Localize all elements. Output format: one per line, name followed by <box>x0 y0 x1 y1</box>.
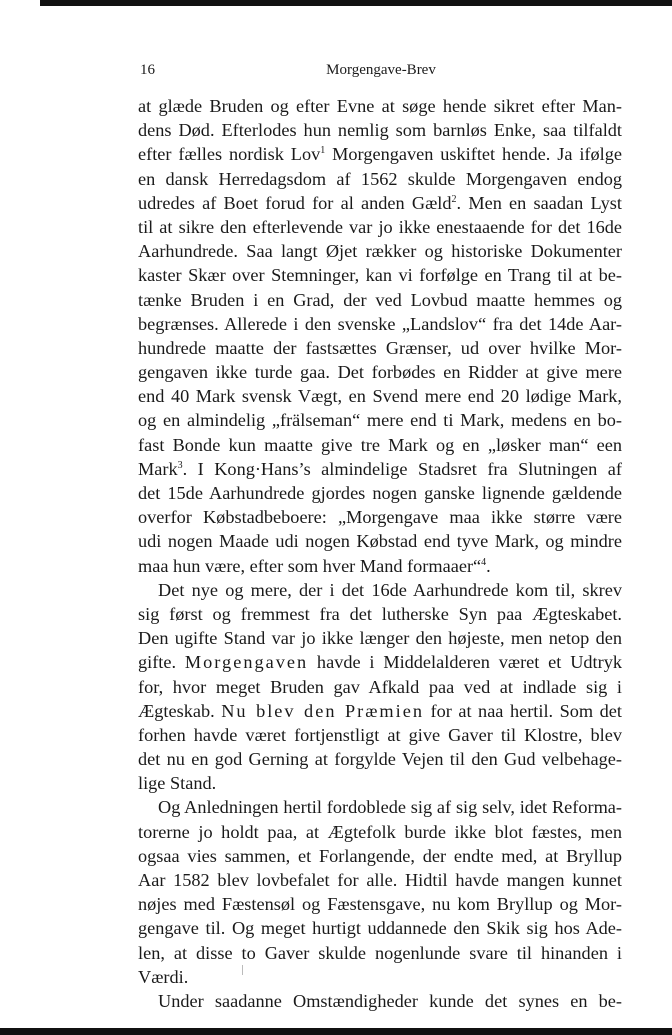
text-line <box>138 529 622 553</box>
page-header <box>140 62 622 84</box>
text-line <box>138 626 622 650</box>
line-text: Mark <box>138 458 178 479</box>
line-text: for, hvor meget Bruden gav Afkald paa ved at indlade sig i <box>138 676 622 697</box>
text-line <box>138 989 622 1013</box>
line-text-continued: . Men en saadan Lyst <box>456 192 622 213</box>
line-text: gifte. <box>138 652 185 673</box>
line-text-continued: Morgengaven uskiftet hende. Ja ifølge <box>325 144 622 165</box>
line-text: lige Stand. <box>138 773 217 794</box>
footnote-marker: 1 <box>320 145 326 157</box>
footnote-marker: 3 <box>177 459 183 471</box>
line-text: og en almindelig „frälseman“ mere end ti Mark, medens en bo- <box>138 410 622 431</box>
line-text: forhen havde været fortjenstligt at give Gaver til Klostre, blev <box>138 724 622 745</box>
line-text: Og Anledningen hertil fordoblede sig af sig selv, idet Reforma- <box>158 797 622 818</box>
line-text: end 40 Mark svensk Vægt, en Svend mere end 20 lødige Mark, <box>138 386 622 407</box>
line-text-continued: . <box>486 555 491 576</box>
line-text: udredes af Boet forud for al anden Gæld <box>138 192 452 213</box>
text-line <box>138 820 622 844</box>
text-line <box>138 433 622 457</box>
text-line <box>138 941 622 965</box>
line-text: nøjes med Fæstensøl og Fæstensgave, nu kom Bryllup og Mor- <box>138 894 622 915</box>
line-text: til at sikre den efterlevende var jo ikke enestaaende for det 16de <box>138 216 622 237</box>
text-line <box>138 94 622 118</box>
text-line <box>138 336 622 360</box>
text-line <box>138 191 622 215</box>
bottom-border-rule <box>0 1028 672 1035</box>
line-text: overfor Købstadbeboere: „Morgengave maa ikke større være <box>138 507 622 528</box>
line-text: Værdi. <box>138 966 189 987</box>
line-text-continued: havde i Middelalderen været et Udtryk <box>308 652 622 673</box>
line-text: dens Død. Efterlodes hun nemlig som barnløs Enke, saa tilfaldt <box>138 120 622 141</box>
line-text-continued: . I Kong·Hans’s almindelige Stadsret fra Slutningen af <box>182 458 622 479</box>
top-border-rule <box>40 0 672 6</box>
spaced-emphasis: Nu blev den Præmien <box>221 700 424 721</box>
spaced-emphasis: Morgengaven <box>184 652 309 673</box>
text-line <box>138 892 622 916</box>
text-line <box>138 650 622 674</box>
text-line <box>138 167 622 191</box>
text-line <box>138 457 622 481</box>
text-line <box>138 554 622 578</box>
scan-speck <box>242 965 243 975</box>
text-line <box>138 263 622 287</box>
line-text: hundrede maatte der fastsættes Grænser, ud over hvilke Mor- <box>138 337 622 358</box>
line-text: Under saadanne Omstændigheder kunde det synes en be- <box>158 990 622 1011</box>
line-text: len, at disse to Gaver skulde nogenlunde svare til hinanden i <box>138 942 622 963</box>
line-text: sig først og fremmest fra det lutherske Syn paa Ægteskabet. <box>138 603 622 624</box>
line-text: det 15de Aarhundrede gjordes nogen ganske lignende gældende <box>138 483 622 503</box>
line-text-continued: for at naa hertil. Som det <box>423 700 622 721</box>
line-text: Aar 1582 blev lovbefalet for alle. Hidtil havde mangen kunnet <box>138 870 622 890</box>
footnote-marker: 2 <box>451 193 457 205</box>
text-line <box>138 384 622 408</box>
body-text <box>138 94 622 1013</box>
line-text: udi nogen Maade udi nogen Købstad end tyve Mark, og mindre <box>138 531 622 552</box>
footnote-marker: 4 <box>481 556 487 568</box>
text-line <box>138 288 622 312</box>
line-text: det nu en god Gerning at forgylde Vejen til den Gud velbehage- <box>138 749 622 770</box>
line-text: Aarhundrede. Saa langt Øjet rækker og historiske Dokumenter <box>138 241 622 262</box>
text-line <box>138 215 622 239</box>
text-line <box>138 578 622 602</box>
text-line <box>138 747 622 771</box>
text-line <box>138 868 622 892</box>
text-line <box>138 118 622 142</box>
line-text: ogsaa vies sammen, et Forlangende, der endte med, at Bryllup <box>138 845 622 866</box>
text-line <box>138 505 622 529</box>
line-text: kaster Skær over Stemninger, kan vi forfølge en Trang til at be- <box>138 265 622 286</box>
line-text: en dansk Herredagsdom af 1562 skulde Morgengaven endog <box>138 168 622 189</box>
line-text: Det nye og mere, der i det 16de Aarhundrede kom til, skrev <box>158 579 622 600</box>
line-text: gengaven ikke turde gaa. Det forbødes en Ridder at give mere <box>138 362 622 383</box>
running-title: Morgengave-Brev <box>326 62 436 78</box>
line-text: at glæde Bruden og efter Evne at søge hende sikret efter Man- <box>138 96 622 116</box>
line-text: efter fælles nordisk Lov <box>138 144 321 165</box>
text-line <box>138 239 622 263</box>
line-text: Den ugifte Stand var jo ikke længer den højeste, men netop den <box>138 628 622 649</box>
line-text: torerne jo holdt paa, at Ægtefolk burde ikke blot fæstes, men <box>138 821 622 842</box>
text-line <box>138 795 622 819</box>
page-number: 16 <box>140 62 155 78</box>
text-line <box>138 723 622 747</box>
text-line <box>138 602 622 626</box>
line-text: fast Bonde kun maatte give tre Mark og en „løsker man“ een <box>138 434 622 455</box>
text-line <box>138 916 622 940</box>
text-line <box>138 312 622 336</box>
line-text: tænke Bruden i en Grad, der ved Lovbud maatte hemmes og <box>138 289 622 310</box>
text-line <box>138 699 622 723</box>
text-line <box>138 844 622 868</box>
line-text: gengave til. Og meget hurtigt uddannede den Skik sig hos Ade- <box>138 918 622 939</box>
text-line <box>138 771 622 795</box>
line-text: maa hun være, efter som hver Mand formaaer“ <box>138 555 482 576</box>
text-line <box>138 408 622 432</box>
text-line <box>138 675 622 699</box>
text-line <box>138 142 622 166</box>
text-line <box>138 965 622 989</box>
text-line <box>138 481 622 505</box>
line-text: Ægteskab. <box>138 700 222 721</box>
text-line <box>138 360 622 384</box>
line-text: begrænses. Allerede i den svenske „Landslov“ fra det 14de Aar- <box>138 313 622 334</box>
